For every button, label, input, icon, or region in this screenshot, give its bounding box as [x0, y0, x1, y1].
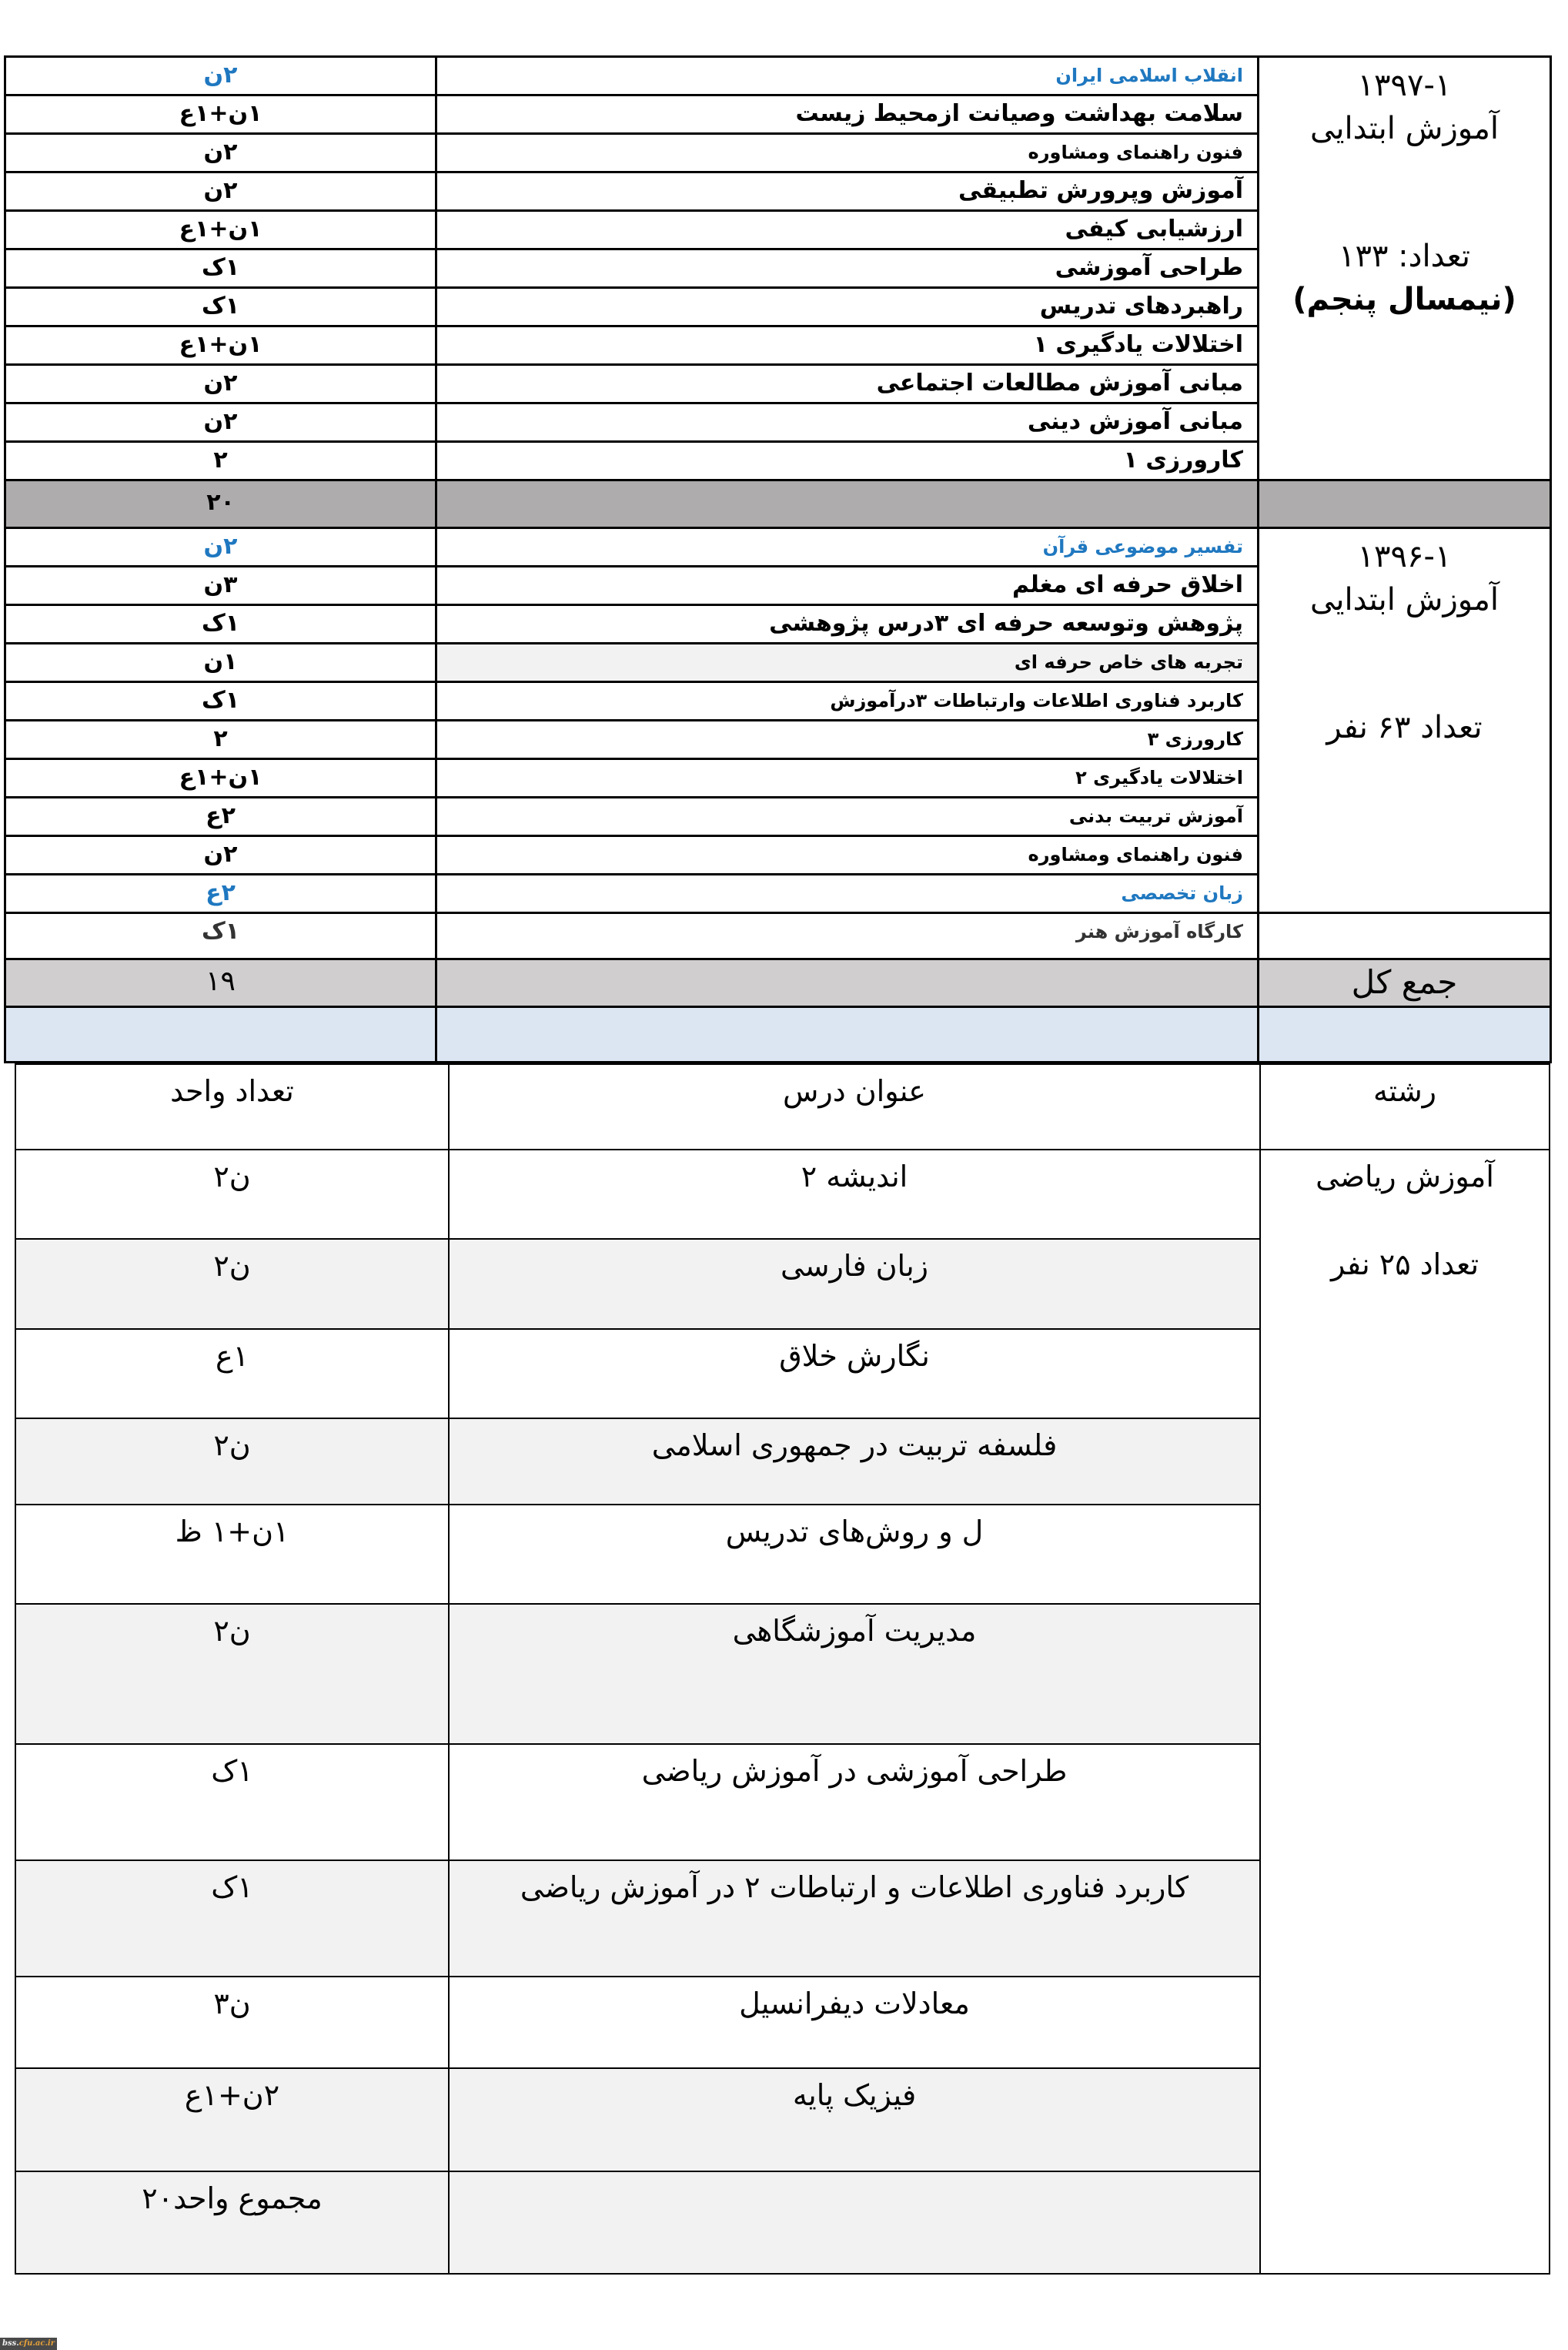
blank-cell — [1259, 1007, 1551, 1063]
course-cell: طراحی آموزشی در آموزش ریاضی — [449, 1744, 1260, 1860]
units-cell: ن۲ — [15, 1150, 449, 1239]
subtotal-blank — [1259, 480, 1551, 528]
course-cell: کارورزی ۱ — [436, 442, 1259, 480]
units-cell: ۱ع — [15, 1329, 449, 1418]
total-blank — [449, 2171, 1260, 2274]
blank-cell — [436, 1007, 1259, 1063]
course-cell: اخلاق حرفه ای مغلم — [436, 567, 1259, 605]
student-count: تعداد ۶۳ نفر — [1326, 710, 1483, 745]
total-blank — [436, 959, 1259, 1007]
watermark-part: cfu.ac.ir — [18, 2339, 55, 2348]
units-cell: ۲ن — [5, 836, 436, 875]
units-cell: ۱ک — [5, 249, 436, 288]
units-cell: ۲ن — [5, 403, 436, 442]
site-watermark — [0, 2338, 57, 2350]
units-cell: ۱ن+۱ع — [5, 95, 436, 134]
total-units: مجموع واحد۲۰ — [15, 2171, 449, 2274]
course-table-primary — [4, 55, 1552, 1063]
term-year: ۱۳۹۷-۱ — [1357, 68, 1452, 103]
blank-cell — [5, 1007, 436, 1063]
units-cell: ۲ن — [5, 172, 436, 211]
table-row — [5, 913, 1551, 959]
course-table-math — [15, 1063, 1550, 2275]
units-cell: ۱ک — [5, 605, 436, 644]
course-cell: فیزیک پایه — [449, 2068, 1260, 2171]
course-cell: کارگاه آموزش هنر — [436, 913, 1259, 959]
header-major: رشته — [1260, 1064, 1550, 1150]
units-cell: ۲ن+۱ع — [15, 2068, 449, 2171]
header-course: عنوان درس — [449, 1064, 1260, 1150]
major-name: آموزش ابتدایی — [1310, 111, 1499, 146]
course-cell: مدیریت آموزشگاهی — [449, 1604, 1260, 1744]
units-cell: ۱ن+۱ ظ — [15, 1505, 449, 1604]
course-cell: سلامت بهداشت وصیانت ازمحیط زیست — [436, 95, 1259, 134]
subtotal-blank — [436, 480, 1259, 528]
units-cell: ۲ع — [5, 798, 436, 836]
units-cell: ۲ن — [5, 528, 436, 567]
semester-label: (نیمسال پنجم) — [1292, 282, 1516, 317]
course-cell: راهبردهای تدریس — [436, 288, 1259, 326]
total-row — [5, 959, 1551, 1007]
course-cell: زبان تخصصی — [436, 875, 1259, 913]
units-cell: ۲ع — [5, 875, 436, 913]
course-cell: پژوهش وتوسعه حرفه ای ۳درس پژوهشی — [436, 605, 1259, 644]
units-cell: ۱ک — [5, 913, 436, 959]
units-cell: ۱ن — [5, 644, 436, 682]
units-cell: ۱ن+۱ع — [5, 211, 436, 249]
blank-row — [5, 1007, 1551, 1063]
course-cell: مبانی آموزش مطالعات اجتماعی — [436, 365, 1259, 403]
major-name: آموزش ابتدایی — [1310, 582, 1499, 618]
total-units: ۱۹ — [5, 959, 436, 1007]
units-cell: ۱ن+۱ع — [5, 759, 436, 798]
major-cell — [1260, 1150, 1550, 2274]
table-row — [5, 528, 1551, 567]
course-cell: زبان فارسی — [449, 1239, 1260, 1329]
course-cell: طراحی آموزشی — [436, 249, 1259, 288]
units-cell: ۱ک — [5, 682, 436, 721]
course-cell: معادلات دیفرانسیل — [449, 1977, 1260, 2068]
course-cell: فنون راهنمای ومشاوره — [436, 836, 1259, 875]
units-cell: ۲ن — [5, 134, 436, 172]
total-label: جمع کل — [1259, 959, 1551, 1007]
units-cell: ۳ن — [5, 567, 436, 605]
course-cell: مبانی آموزش دینی — [436, 403, 1259, 442]
header-row — [15, 1064, 1550, 1150]
units-cell: ن۲ — [15, 1604, 449, 1744]
course-cell: تجربه های خاص حرفه ای — [436, 644, 1259, 682]
units-cell: ن۲ — [15, 1418, 449, 1505]
units-cell: ۲ن — [5, 57, 436, 95]
course-cell: فلسفه تربیت در جمهوری اسلامی — [449, 1418, 1260, 1505]
units-cell: ۱ن+۱ع — [5, 326, 436, 365]
units-cell: ۱ک — [15, 1744, 449, 1860]
student-count: تعداد: ۱۳۳ — [1339, 239, 1470, 274]
units-cell: ۲ — [5, 721, 436, 759]
table-row — [5, 57, 1551, 95]
units-cell: ن۳ — [15, 1977, 449, 2068]
major-name: آموزش ریاضی — [1316, 1160, 1494, 1193]
units-cell: ۲ — [5, 442, 436, 480]
units-cell: ۱ک — [5, 288, 436, 326]
course-cell: اختلالات یادگیری ۱ — [436, 326, 1259, 365]
major-cell — [1259, 528, 1551, 913]
student-count: تعداد ۲۵ نفر — [1330, 1247, 1479, 1281]
course-cell: تفسیر موضوعی قرآن — [436, 528, 1259, 567]
course-cell: آموزش وپرورش تطبیقی — [436, 172, 1259, 211]
course-cell: کاربرد فناوری اطلاعات وارتباطات ۳درآموزش — [436, 682, 1259, 721]
course-cell: کاربرد فناوری اطلاعات و ارتباطات ۲ در آموزش ریاضی — [449, 1860, 1260, 1977]
course-cell: آموزش تربیت بدنی — [436, 798, 1259, 836]
course-cell: اندیشه ۲ — [449, 1150, 1260, 1239]
major-cell — [1259, 57, 1551, 480]
units-cell: ن۲ — [15, 1239, 449, 1329]
course-cell: ل و روش‌های تدریس — [449, 1505, 1260, 1604]
header-units: تعداد واحد — [15, 1064, 449, 1150]
course-cell: ارزشیابی کیفی — [436, 211, 1259, 249]
course-cell: انقلاب اسلامی ایران — [436, 57, 1259, 95]
units-cell: ۱ک — [15, 1860, 449, 1977]
course-cell: کارورزی ۳ — [436, 721, 1259, 759]
subtotal-units: ۲۰ — [5, 480, 436, 528]
subtotal-row — [5, 480, 1551, 528]
table-row — [15, 1150, 1550, 1239]
course-cell: نگارش خلاق — [449, 1329, 1260, 1418]
watermark-part: bss. — [2, 2339, 19, 2348]
course-cell: اختلالات یادگیری ۲ — [436, 759, 1259, 798]
course-cell: فنون راهنمای ومشاوره — [436, 134, 1259, 172]
term-year: ۱۳۹۶-۱ — [1357, 539, 1452, 574]
units-cell: ۲ن — [5, 365, 436, 403]
major-blank — [1259, 913, 1551, 959]
